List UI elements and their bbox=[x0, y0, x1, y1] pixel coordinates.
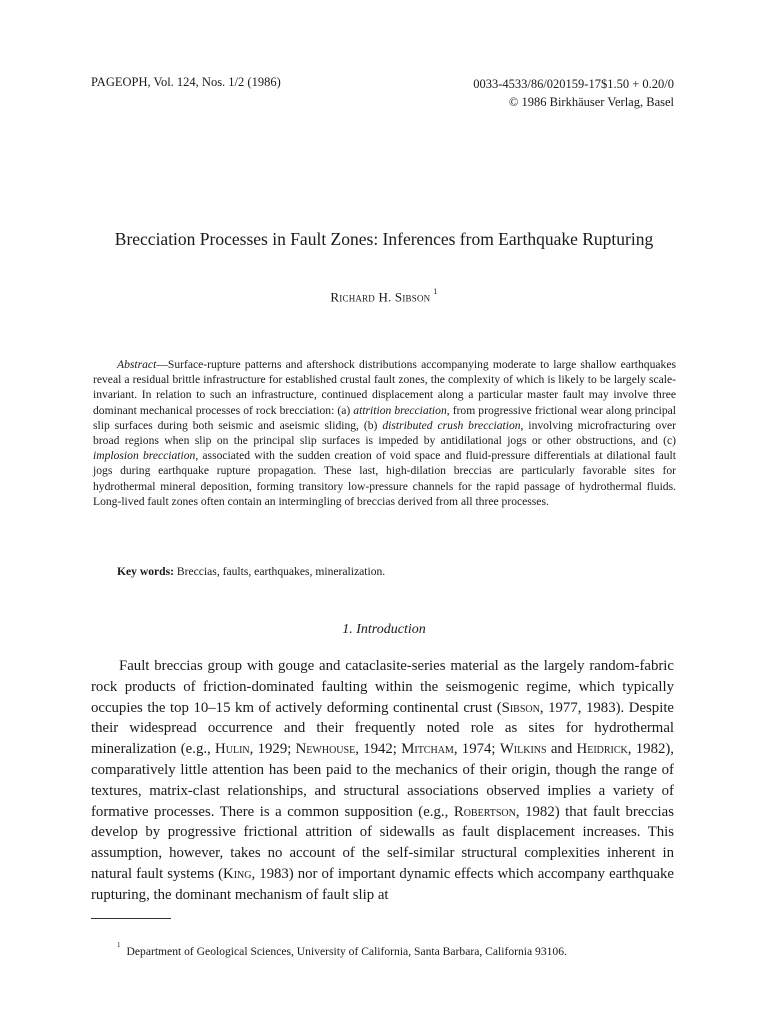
section-heading bbox=[0, 622, 768, 638]
section-number: 1. bbox=[342, 622, 353, 637]
keywords-label: Key words: bbox=[117, 565, 174, 578]
citation-newhouse: Newhouse bbox=[295, 741, 356, 758]
abstract-term-attrition: attrition brecciation bbox=[353, 403, 447, 417]
abstract-term-implosion: implosion brecciation bbox=[93, 449, 196, 463]
citation-mitcham: Mitcham bbox=[401, 741, 454, 758]
citation-heidrick: Heidrick bbox=[576, 741, 628, 758]
body-text: , 1929; bbox=[249, 741, 296, 758]
body-paragraph bbox=[91, 656, 674, 906]
author-name: Richard H. Sibson bbox=[330, 289, 431, 305]
body-text: , 1983) nor of important dynamic effects which accompany earthquake rupturing, the dominant mechanism of fault slip at bbox=[91, 865, 674, 903]
citation-robertson: Robertson bbox=[453, 803, 516, 820]
citation-wilkins: Wilkins bbox=[499, 741, 547, 758]
keywords-text: Breccias, faults, earthquakes, mineralization. bbox=[176, 565, 386, 578]
abstract-text: , associated with the sudden creation of void space and fluid-pressure differentials at dilational fault jogs during earthquake rupture propagation. These last, high-dilation breccias are particularly favorable sites for hydrothermal mineral deposition, forming transitory low-pressure channels for the rapid passage of hydrothermal fluids. Long-lived fault zones often contain an intermingling of breccias derived from all three processes. bbox=[93, 449, 676, 508]
paper-title: Brecciation Processes in Fault Zones: Inferences from Earthquake Rupturing bbox=[114, 229, 654, 249]
abstract-text: , from progressive frictional wear along principal slip surfaces during both seismic and aseismic sliding, (b) bbox=[93, 403, 676, 432]
citation-hulin: Hulin bbox=[215, 741, 250, 758]
author-line bbox=[0, 289, 768, 305]
footnote-mark: 1 bbox=[117, 941, 121, 949]
body-text: , 1977, 1983). Despite their widespread occurrence and their frequently noted role as sites for hydrothermal mineralization (e.g., bbox=[91, 699, 674, 758]
footnote-text: Department of Geological Sciences, University of California, Santa Barbara, California 93106. bbox=[126, 944, 567, 958]
body-text: and bbox=[546, 741, 577, 758]
keywords bbox=[117, 565, 385, 578]
body-text: , 1982) that fault breccias develop by progressive frictional attrition of sidewalls as fault displacement increases. This assumption, however, takes no account of the self-similar structural complexities inherent in natural fault systems ( bbox=[91, 803, 674, 882]
article-code-block bbox=[473, 75, 674, 111]
citation-sibson: Sibson bbox=[501, 699, 540, 716]
body-text: , 1942; bbox=[355, 741, 402, 758]
footnote bbox=[117, 941, 567, 958]
abstract bbox=[93, 357, 676, 509]
body-text: Fault breccias group with gouge and cataclasite-series material as the largely random-fabric rock products of friction-dominated faulting within the seismogenic regime, which typically occupies the top 10–15 km of actively deforming continental crust ( bbox=[91, 658, 674, 716]
abstract-label: Abstract bbox=[117, 358, 157, 371]
footnote-divider bbox=[91, 918, 171, 919]
body-text: , 1974; bbox=[453, 741, 500, 758]
abstract-term-crush: distributed crush brecciation bbox=[382, 418, 521, 432]
body-text: , 1982), comparatively little attention has been paid to the mechanics of their origin, though the range of textures, matrix-clast relationships, and structural associations observed implies a variety of formative processes. There is a common supposition (e.g., bbox=[91, 741, 674, 820]
abstract-text: —Surface-rupture patterns and aftershock distributions accompanying moderate to large shallow earthquakes reveal a residual brittle infrastructure for established crustal fault zones, the complexity of which is likely to be largely scale-invariant. In relation to such an infrastructure, continued displacement along a particular master fault may involve three dominant mechanical processes of rock brecciation: (a) bbox=[93, 358, 676, 417]
article-code: 0033-4533/86/020159-17$1.50 + 0.20/0 bbox=[473, 77, 674, 91]
citation-king: King bbox=[223, 865, 252, 882]
copyright-notice: © 1986 Birkhäuser Verlag, Basel bbox=[508, 95, 674, 109]
section-title: Introduction bbox=[356, 622, 426, 637]
author-footnote-mark: 1 bbox=[433, 287, 438, 296]
journal-citation: PAGEOPH, Vol. 124, Nos. 1/2 (1986) bbox=[91, 75, 281, 89]
abstract-text: , involving microfracturing over broad regions when slip on the principal slip surfaces is impeded by antidilational jogs or other obstructions, and (c) bbox=[93, 418, 677, 448]
